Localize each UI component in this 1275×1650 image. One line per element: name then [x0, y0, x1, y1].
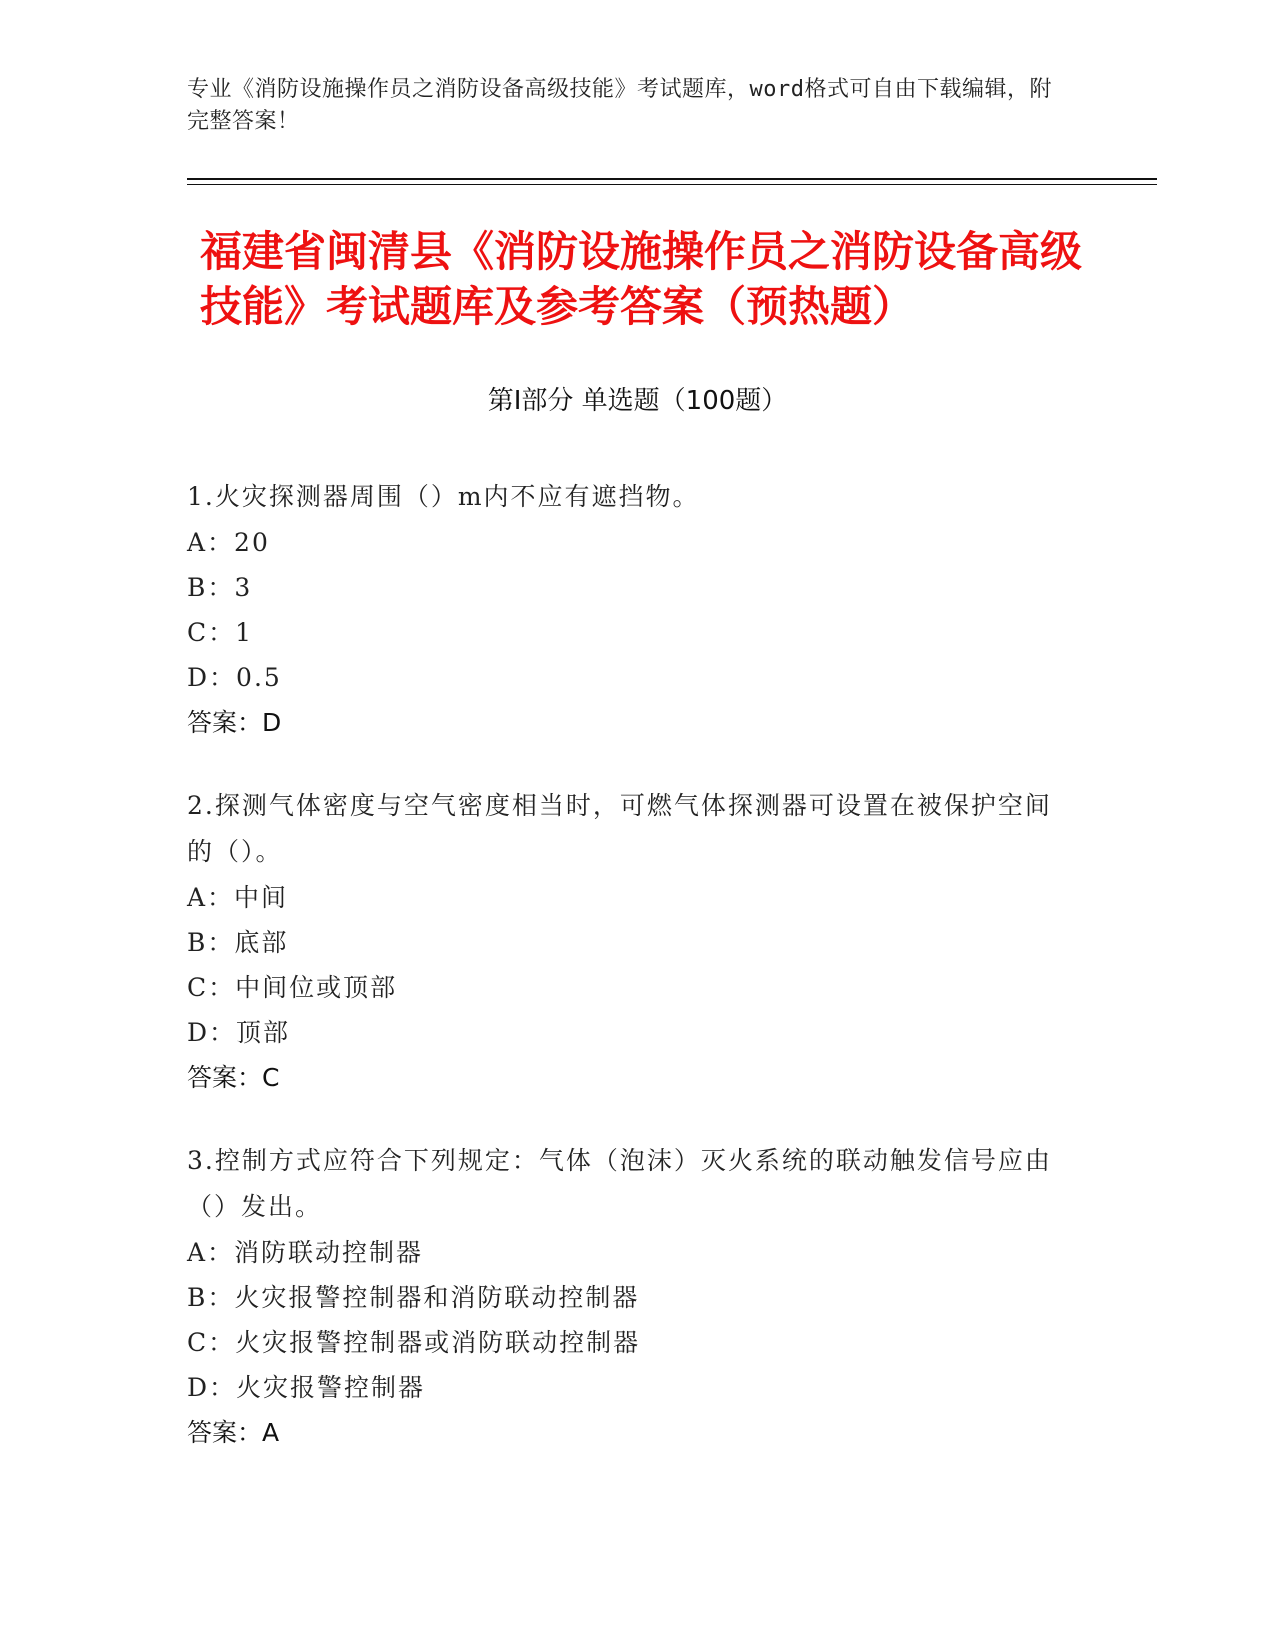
question-stem: 1.火灾探测器周围（）m内不应有遮挡物。	[187, 482, 700, 511]
answer: 答案：C	[187, 1063, 280, 1092]
answer: 答案：D	[187, 708, 282, 737]
option-a: A：20	[187, 528, 270, 557]
question-3	[187, 1138, 1067, 1455]
option-b: B：3	[187, 573, 253, 602]
question-stem: 3.控制方式应符合下列规定：气体（泡沫）灭火系统的联动触发信号应由（）发出。	[187, 1146, 1052, 1221]
option-a: A：中间	[187, 883, 289, 912]
question-list	[187, 474, 1067, 1493]
question-stem: 2.探测气体密度与空气密度相当时，可燃气体探测器可设置在被保护空间的（）。	[187, 791, 1052, 866]
document-title: 福建省闽清县《消防设施操作员之消防设备高级技能》考试题库及参考答案（预热题）	[200, 227, 1083, 331]
option-d: D：火灾报警控制器	[187, 1373, 426, 1402]
header-note: 专业《消防设施操作员之消防设备高级技能》考试题库，word格式可自由下载编辑，附完整答案！	[187, 77, 1052, 134]
option-b: B：底部	[187, 928, 289, 957]
option-c: C：1	[187, 618, 254, 647]
option-d: D：0.5	[187, 663, 282, 692]
option-c: C：中间位或顶部	[187, 973, 398, 1002]
question-1	[187, 474, 1067, 745]
option-c: C：火灾报警控制器或消防联动控制器	[187, 1328, 641, 1357]
header-rule-thick	[187, 178, 1157, 180]
header-rule-thin	[187, 184, 1157, 185]
option-b: B：火灾报警控制器和消防联动控制器	[187, 1283, 640, 1312]
answer: 答案：A	[187, 1418, 280, 1447]
option-a: A：消防联动控制器	[187, 1238, 424, 1267]
section-title: 第Ⅰ部分 单选题（100题）	[487, 386, 788, 416]
question-2	[187, 783, 1067, 1100]
option-d: D：顶部	[187, 1018, 291, 1047]
